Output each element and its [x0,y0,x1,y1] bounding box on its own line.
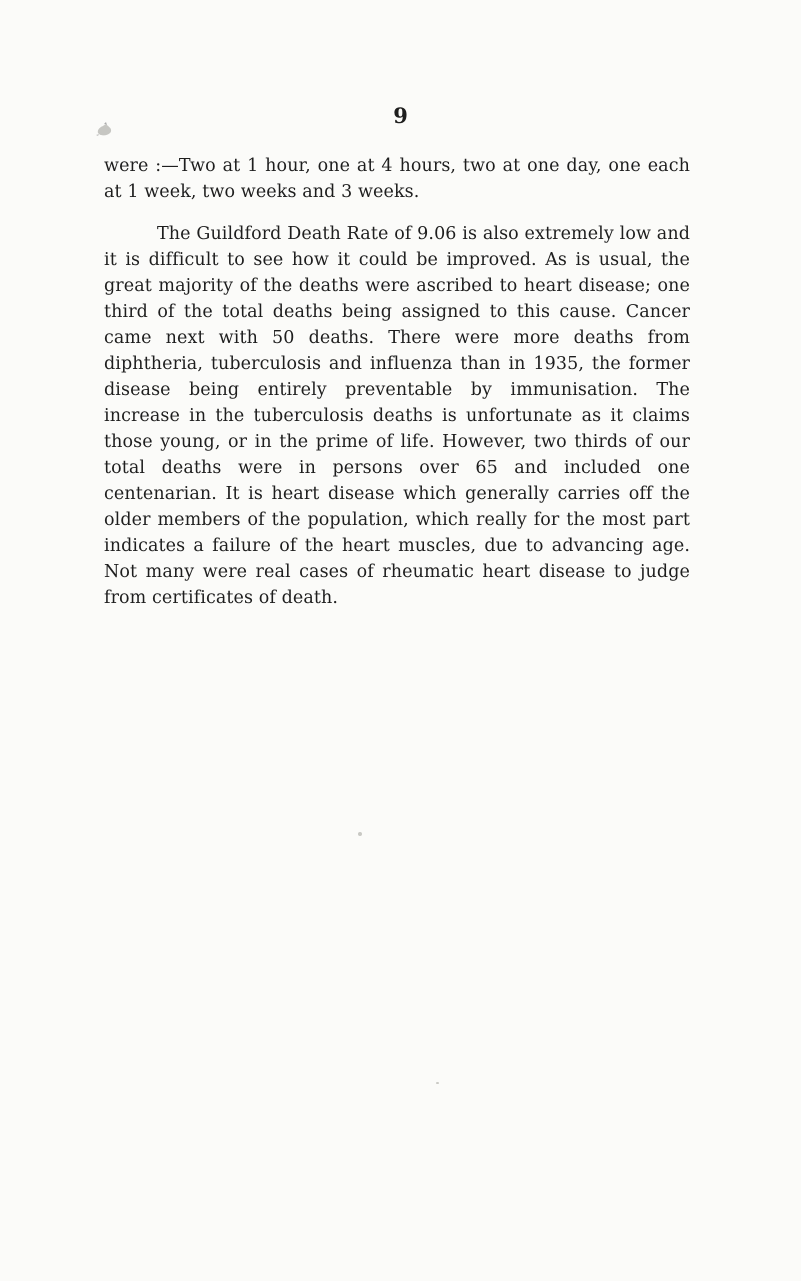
page-number: 9 [393,103,408,128]
paragraph-2: The Guildford Death Rate of 9.06 is also extremely low and it is difficult to see how it could be improved. As is usual, the great majority of the deaths were ascribed to heart disease; one third of the total deaths being assigned to this cause. Cancer came next with 50 deaths. There were more deaths from diphtheria, tuberculosis and influenza than in 1935, the former disease being entirely preventable by immunisation. The increase in the tuberculosis deaths is unfortunate as it claims those young, or in the prime of life. However, two thirds of our total deaths were in persons over 65 and included one centenarian. It is heart disease which generally carries off the older members of the population, which really for the most part indicates a failure of the heart muscles, due to advancing age. Not many were real cases of rheumatic heart disease to judge from certificates of death. [104,224,690,608]
paper-speck [436,1082,439,1084]
paper-speck [358,832,362,836]
body-text [104,153,690,611]
ink-blot [95,122,113,137]
paragraph-1: were :—Two at 1 hour, one at 4 hours, two at one day, one each at 1 week, two weeks and 3 weeks. [104,156,690,202]
